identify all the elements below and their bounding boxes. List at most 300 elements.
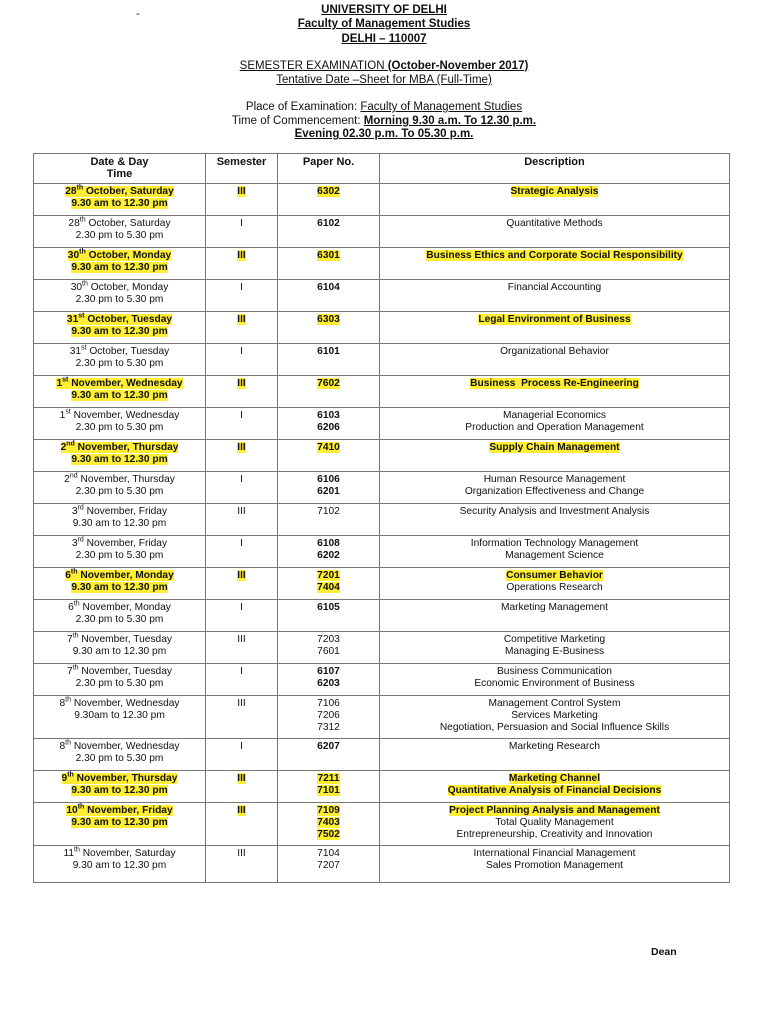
date-cell: [34, 440, 206, 472]
date-suffix: st: [78, 312, 85, 320]
date-cell: [34, 248, 206, 280]
paper-cell: [278, 408, 380, 440]
paper-cell: [278, 440, 380, 472]
semester-cell: [206, 184, 278, 216]
date-suffix: nd: [66, 440, 75, 448]
date-cell: [34, 664, 206, 696]
date-month-weekday: October, Monday: [87, 282, 169, 293]
semester-value: III: [237, 506, 246, 517]
date-cell: [34, 184, 206, 216]
paper-line: [280, 314, 377, 326]
time-range: 9.30 am to 12.30 pm: [71, 582, 168, 593]
description-line: [382, 602, 727, 614]
table-row: [34, 632, 730, 664]
time-range: 9.30 am to 12.30 pm: [71, 454, 168, 465]
date-suffix: nd: [69, 472, 78, 480]
date-day: 3: [71, 506, 78, 517]
date-line: [36, 410, 203, 422]
description-line: [382, 410, 727, 422]
table-row: [34, 408, 730, 440]
time-range: 9.30 am to 12.30 pm: [71, 390, 168, 401]
date-month-weekday: November, Friday: [83, 538, 168, 549]
date-month-weekday: November, Wednesday: [70, 741, 180, 752]
paper-number: 6103: [317, 410, 340, 421]
city-line: DELHI – 110007: [341, 33, 427, 45]
date-cell: [34, 344, 206, 376]
time-line: [36, 817, 203, 829]
date-cell: [34, 803, 206, 846]
table-row: [34, 664, 730, 696]
description-line: [382, 582, 727, 594]
table-row: [34, 846, 730, 883]
time-range: 2.30 pm to 5.30 pm: [75, 486, 164, 497]
description-line: [382, 646, 727, 658]
description-line: [382, 550, 727, 562]
date-day: 6: [65, 570, 71, 581]
time-range: 2.30 pm to 5.30 pm: [75, 550, 164, 561]
description-line: [382, 829, 727, 841]
description-cell: [380, 312, 730, 344]
description-line: [382, 722, 727, 734]
course-name: Entrepreneurship, Creativity and Innovation: [456, 829, 653, 840]
semester-value: I: [240, 474, 243, 485]
description-line: [382, 314, 727, 326]
time-range: 9.30 am to 12.30 pm: [72, 518, 167, 529]
date-day: 3: [71, 538, 78, 549]
time-line: [36, 198, 203, 210]
paper-cell: [278, 344, 380, 376]
col-header-paper: Paper No.: [278, 154, 380, 184]
date-suffix: th: [79, 216, 86, 224]
stray-mark: -: [136, 8, 140, 20]
time-line: [36, 486, 203, 498]
course-name: Financial Accounting: [507, 282, 602, 293]
course-name: Management Science: [505, 550, 604, 561]
time-range: 9.30 am to 12.30 pm: [72, 860, 167, 871]
date-cell: [34, 696, 206, 739]
date-line: [36, 282, 203, 294]
date-line: [36, 250, 203, 262]
date-suffix: th: [76, 184, 84, 192]
paper-line: [280, 785, 377, 797]
description-line: [382, 666, 727, 678]
time-line: [36, 358, 203, 370]
date-line: [36, 442, 203, 454]
semester-cell: [206, 408, 278, 440]
paper-line: [280, 773, 377, 785]
description-cell: [380, 739, 730, 771]
paper-number: 6108: [317, 538, 340, 549]
semester-cell: [206, 376, 278, 408]
semester-cell: [206, 739, 278, 771]
paper-line: [280, 582, 377, 594]
description-line: [382, 698, 727, 710]
date-day: 28: [65, 186, 77, 197]
semester-cell: [206, 600, 278, 632]
description-line: [382, 538, 727, 550]
paper-line: [280, 710, 377, 722]
description-line: [382, 848, 727, 860]
col-header-description: Description: [380, 154, 730, 184]
paper-line: [280, 506, 377, 518]
table-row: [34, 376, 730, 408]
date-month-weekday: October, Saturday: [85, 218, 171, 229]
date-line: [36, 538, 203, 550]
description-cell: [380, 504, 730, 536]
date-day: 28: [68, 218, 80, 229]
paper-number: 7102: [317, 506, 340, 517]
paper-cell: [278, 536, 380, 568]
table-row: [34, 568, 730, 600]
time-line: [36, 860, 203, 872]
date-line: [36, 805, 203, 817]
university-title: UNIVERSITY OF DELHI: [321, 4, 447, 16]
paper-line: [280, 829, 377, 841]
date-day: 30: [67, 250, 80, 261]
exam-period: (October-November 2017): [387, 60, 529, 72]
date-cell: [34, 312, 206, 344]
date-month-weekday: November, Wednesday: [70, 698, 180, 709]
date-cell: [34, 376, 206, 408]
date-month-weekday: November, Wednesday: [68, 378, 183, 389]
table-row: [34, 280, 730, 312]
date-suffix: th: [77, 803, 85, 811]
paper-number: 6105: [317, 602, 340, 613]
paper-number: 7201: [317, 570, 340, 581]
paper-number: 6301: [317, 250, 340, 261]
semester-cell: [206, 568, 278, 600]
date-day: 1: [59, 410, 66, 421]
place-value: Faculty of Management Studies: [360, 101, 523, 113]
paper-cell: [278, 504, 380, 536]
semester-value: III: [237, 570, 246, 581]
course-name: Quantitative Analysis of Financial Decisions: [447, 785, 662, 796]
time-range: 9.30 am to 12.30 pm: [72, 646, 167, 657]
course-name: Business Communication: [497, 666, 612, 677]
table-row: [34, 771, 730, 803]
col-header-date-label: Date & Day: [90, 156, 149, 168]
semester-value: III: [237, 186, 246, 197]
date-line: [36, 186, 203, 198]
course-name: Business Ethics and Corporate Social Responsibility: [426, 250, 683, 261]
table-row: [34, 184, 730, 216]
table-row: [34, 696, 730, 739]
paper-number: 7601: [317, 646, 340, 657]
date-suffix: th: [82, 280, 88, 288]
semester-cell: [206, 216, 278, 248]
time-line: [36, 262, 203, 274]
paper-line: [280, 634, 377, 646]
date-suffix: th: [74, 846, 80, 854]
description-cell: [380, 600, 730, 632]
semester-value: I: [240, 410, 243, 421]
table-row: [34, 440, 730, 472]
date-suffix: th: [67, 771, 74, 779]
date-month-weekday: November, Saturday: [79, 848, 176, 859]
time-range: 2.30 pm to 5.30 pm: [75, 678, 164, 689]
semester-value: I: [240, 666, 243, 677]
paper-cell: [278, 376, 380, 408]
course-name: Sales Promotion Management: [485, 860, 624, 871]
paper-number: 7109: [317, 805, 340, 816]
paper-number: 7207: [317, 860, 340, 871]
time-line: [36, 710, 203, 722]
date-month-weekday: November, Thursday: [73, 773, 178, 784]
time-line: [36, 614, 203, 626]
course-name: Services Marketing: [511, 710, 598, 721]
evening-time: Evening 02.30 p.m. To 05.30 p.m.: [294, 128, 474, 140]
paper-line: [280, 741, 377, 753]
date-day: 6: [68, 602, 74, 613]
date-day: 31: [69, 346, 82, 357]
semester-value: I: [240, 218, 243, 229]
date-cell: [34, 408, 206, 440]
time-line: [36, 230, 203, 242]
semester-value: III: [237, 698, 246, 709]
time-range: 2.30 pm to 5.30 pm: [75, 230, 164, 241]
time-line: [36, 753, 203, 765]
description-cell: [380, 184, 730, 216]
paper-number: 6303: [317, 314, 340, 325]
paper-number: 7502: [317, 829, 340, 840]
paper-cell: [278, 568, 380, 600]
paper-line: [280, 474, 377, 486]
date-suffix: th: [73, 600, 80, 608]
course-name: Business Process Re-Engineering: [470, 378, 639, 389]
date-line: [36, 378, 203, 390]
course-name: Supply Chain Management: [489, 442, 620, 453]
paper-cell: [278, 312, 380, 344]
description-cell: [380, 696, 730, 739]
date-line: [36, 848, 203, 860]
col-header-date: [34, 154, 206, 184]
paper-line: [280, 817, 377, 829]
col-header-time-label: Time: [106, 168, 133, 180]
exam-schedule-table: [33, 153, 730, 883]
course-name: Managerial Economics: [502, 410, 607, 421]
date-day: 30: [70, 282, 83, 293]
date-line: [36, 666, 203, 678]
date-line: [36, 773, 203, 785]
description-line: [382, 860, 727, 872]
course-name: Total Quality Management: [495, 817, 614, 828]
description-cell: [380, 376, 730, 408]
paper-number: 6202: [317, 550, 340, 561]
paper-cell: [278, 696, 380, 739]
course-name: Security Analysis and Investment Analysis: [459, 506, 650, 517]
paper-number: 6201: [317, 486, 340, 497]
description-cell: [380, 472, 730, 504]
description-cell: [380, 280, 730, 312]
table-row: [34, 312, 730, 344]
course-name: Production and Operation Management: [465, 422, 644, 433]
description-line: [382, 346, 727, 358]
time-range: 9.30 am to 12.30 pm: [71, 198, 168, 209]
description-cell: [380, 803, 730, 846]
paper-line: [280, 860, 377, 872]
course-name: Strategic Analysis: [510, 186, 599, 197]
paper-number: 6302: [317, 186, 340, 197]
date-month-weekday: October, Saturday: [83, 186, 174, 197]
date-cell: [34, 472, 206, 504]
semester-cell: [206, 632, 278, 664]
morning-time: Morning 9.30 a.m. To 12.30 p.m.: [363, 115, 537, 127]
place-label: Place of Examination:: [245, 101, 361, 113]
description-cell: [380, 344, 730, 376]
description-line: [382, 422, 727, 434]
paper-line: [280, 666, 377, 678]
date-cell: [34, 280, 206, 312]
paper-number: 6207: [317, 741, 340, 752]
time-line: [36, 390, 203, 402]
description-line: [382, 442, 727, 454]
date-suffix: th: [79, 248, 86, 256]
paper-cell: [278, 216, 380, 248]
date-day: 1: [56, 378, 63, 389]
paper-number: 6106: [317, 474, 340, 485]
table-row: [34, 803, 730, 846]
date-month-weekday: November, Thursday: [77, 474, 175, 485]
course-name: Competitive Marketing: [503, 634, 606, 645]
date-suffix: th: [72, 664, 79, 672]
paper-cell: [278, 846, 380, 883]
paper-line: [280, 538, 377, 550]
course-name: Marketing Channel: [508, 773, 601, 784]
time-range: 2.30 pm to 5.30 pm: [75, 358, 164, 369]
semester-cell: [206, 664, 278, 696]
paper-number: 7312: [317, 722, 340, 733]
semester-value: I: [240, 741, 243, 752]
paper-line: [280, 218, 377, 230]
date-line: [36, 570, 203, 582]
course-name: Negotiation, Persuasion and Social Influence Skills: [439, 722, 670, 733]
paper-line: [280, 646, 377, 658]
paper-number: 7410: [317, 442, 340, 453]
time-range: 9.30am to 12.30 pm: [74, 710, 165, 721]
course-name: Marketing Research: [508, 741, 601, 752]
date-line: [36, 346, 203, 358]
time-range: 9.30 am to 12.30 pm: [71, 785, 168, 796]
paper-number: 6102: [317, 218, 340, 229]
semester-value: III: [237, 848, 246, 859]
time-line: [36, 294, 203, 306]
semester-cell: [206, 696, 278, 739]
paper-cell: [278, 248, 380, 280]
dean-signature: Dean: [651, 946, 677, 958]
date-cell: [34, 536, 206, 568]
date-month-weekday: November, Tuesday: [78, 634, 172, 645]
date-cell: [34, 632, 206, 664]
description-cell: [380, 846, 730, 883]
time-range: 9.30 am to 12.30 pm: [71, 262, 168, 273]
date-month-weekday: October, Tuesday: [84, 314, 173, 325]
paper-cell: [278, 739, 380, 771]
date-day: 10: [66, 805, 78, 816]
date-month-weekday: October, Monday: [85, 250, 172, 261]
date-day: 2: [60, 442, 67, 453]
description-line: [382, 570, 727, 582]
table-row: [34, 739, 730, 771]
table-row: [34, 248, 730, 280]
time-range: 2.30 pm to 5.30 pm: [75, 422, 164, 433]
description-line: [382, 186, 727, 198]
description-line: [382, 710, 727, 722]
description-cell: [380, 408, 730, 440]
time-range: 2.30 pm to 5.30 pm: [75, 294, 164, 305]
course-name: Managing E-Business: [504, 646, 605, 657]
description-line: [382, 218, 727, 230]
course-name: Human Resource Management: [483, 474, 626, 485]
description-line: [382, 741, 727, 753]
semester-cell: [206, 248, 278, 280]
time-line: [36, 678, 203, 690]
time-label: Time of Commencement:: [231, 115, 364, 127]
table-row: [34, 600, 730, 632]
date-day: 7: [67, 666, 73, 677]
semester-cell: [206, 803, 278, 846]
paper-cell: [278, 600, 380, 632]
time-line: [36, 646, 203, 658]
date-line: [36, 314, 203, 326]
semester-cell: [206, 280, 278, 312]
date-day: 31: [66, 314, 79, 325]
paper-line: [280, 698, 377, 710]
date-suffix: th: [70, 568, 78, 576]
semester-value: III: [237, 378, 246, 389]
semester-cell: [206, 771, 278, 803]
table-row: [34, 472, 730, 504]
paper-line: [280, 186, 377, 198]
course-name: Legal Environment of Business: [478, 314, 631, 325]
description-line: [382, 250, 727, 262]
table-row: [34, 216, 730, 248]
time-line: [36, 582, 203, 594]
paper-cell: [278, 664, 380, 696]
date-day: 8: [59, 741, 66, 752]
description-cell: [380, 248, 730, 280]
date-line: [36, 634, 203, 646]
course-name: Quantitative Methods: [506, 218, 603, 229]
course-name: Organizational Behavior: [500, 346, 609, 357]
paper-line: [280, 570, 377, 582]
description-cell: [380, 632, 730, 664]
date-suffix: th: [65, 696, 71, 704]
semester-value: III: [237, 634, 246, 645]
time-line: [36, 326, 203, 338]
paper-number: 6206: [317, 422, 340, 433]
date-day: 2: [64, 474, 70, 485]
paper-number: 7404: [317, 582, 340, 593]
course-name: Management Control System: [488, 698, 621, 709]
paper-line: [280, 805, 377, 817]
paper-number: 7203: [317, 634, 340, 645]
tentative-title: Tentative Date –Sheet for MBA (Full-Time): [276, 74, 492, 86]
course-name: Economic Environment of Business: [474, 678, 635, 689]
paper-line: [280, 410, 377, 422]
paper-number: 7211: [317, 773, 340, 784]
paper-line: [280, 848, 377, 860]
date-line: [36, 218, 203, 230]
paper-number: 7101: [317, 785, 340, 796]
date-month-weekday: November, Tuesday: [78, 666, 172, 677]
date-line: [36, 741, 203, 753]
paper-number: 6104: [317, 282, 340, 293]
paper-cell: [278, 632, 380, 664]
date-cell: [34, 600, 206, 632]
course-name: International Financial Management: [473, 848, 636, 859]
paper-cell: [278, 184, 380, 216]
date-cell: [34, 568, 206, 600]
